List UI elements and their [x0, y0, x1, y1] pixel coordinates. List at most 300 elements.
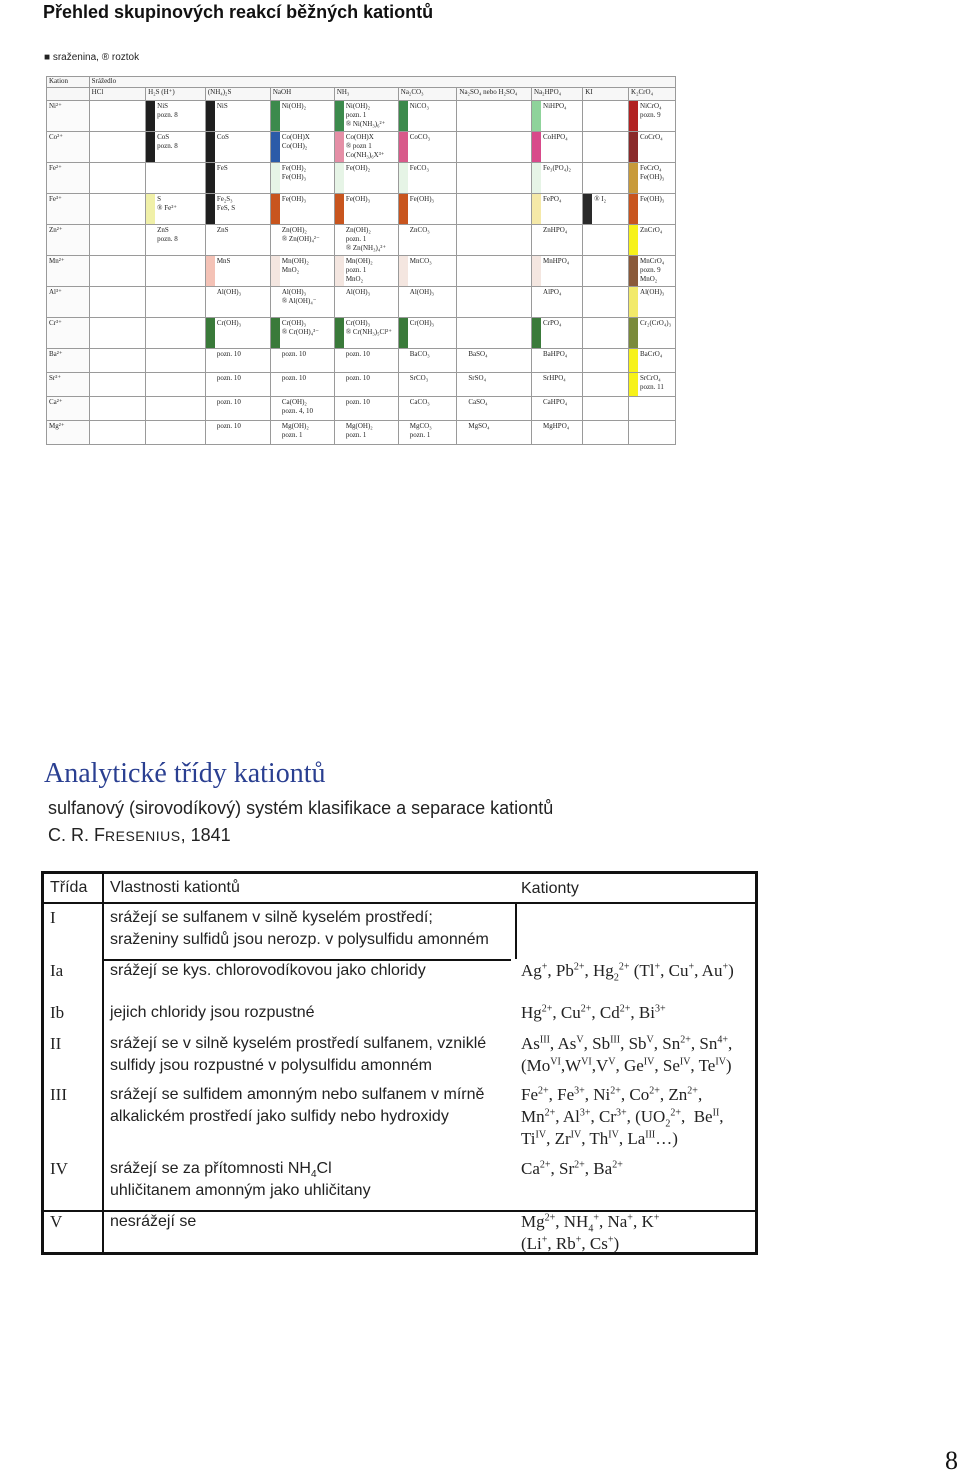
cell-text — [592, 373, 596, 396]
cell-text: MnS — [216, 257, 231, 265]
cell-text: Co(OH)X Co(OH)₂ — [281, 133, 310, 150]
color-swatch — [206, 349, 215, 372]
column-header: NH₃ — [334, 88, 398, 101]
cell-text: BaCO₃ — [409, 350, 430, 358]
cell-text: Mg(OH)₂ pozn. 1 — [345, 422, 373, 439]
color-swatch — [146, 194, 155, 224]
color-swatch — [271, 349, 280, 372]
cell-text — [155, 287, 159, 317]
cations-III: $Fe^{2+}$, $Fe^{3+}$, $Ni^{2+}$, $Co^{2+}$, $Zn^{2+}$, $Mn^{2+}$, $Al^{3+}$, $Cr^{3+}$, ($UO_2^{2+}$, $Be^{II}$, $Ti^{IV}$, $Zr^{IV}$, $Th^{IV}$, $La^{III}\dots$) — [521, 1085, 724, 1148]
table-cell — [398, 132, 457, 163]
author-year: , 1841 — [180, 825, 231, 845]
color-swatch — [629, 101, 638, 131]
classes-table — [41, 871, 758, 1255]
table-cell — [398, 225, 457, 256]
table-cell — [205, 225, 270, 256]
table-cell — [334, 256, 398, 287]
table-cell — [334, 194, 398, 225]
cell-text: CoCrO₄ — [640, 133, 663, 141]
color-swatch — [457, 225, 466, 255]
table-cell — [398, 287, 457, 318]
cell-text: pozn. 10 — [281, 374, 306, 382]
cell-text: Fe(OH)₃ — [345, 195, 371, 203]
cell-text — [99, 163, 103, 193]
cell-text: CaCO₃ — [409, 398, 430, 406]
cell-text: pozn. 10 — [216, 398, 241, 406]
table-cell — [629, 101, 676, 132]
table-cell — [583, 194, 629, 225]
cell-text — [99, 421, 103, 444]
color-swatch — [206, 421, 215, 444]
color-swatch — [583, 421, 592, 444]
props-III: srážejí se sulfidem amonným nebo sulfanem v mírně alkalickém prostředí jako sulfidy nebo hydroxidy — [110, 1086, 485, 1125]
table-cell — [629, 163, 676, 194]
cell-text — [99, 132, 103, 162]
table-cell — [583, 373, 629, 397]
cell-text — [592, 397, 596, 420]
table-cell — [334, 349, 398, 373]
color-swatch — [206, 194, 215, 224]
color-swatch — [583, 373, 592, 396]
cell-text: ZnHPO₄ — [543, 226, 568, 234]
table-cell — [270, 349, 334, 373]
table-row — [47, 132, 676, 163]
cell-text — [466, 163, 470, 193]
color-swatch — [146, 256, 155, 286]
cell-text: Mg(OH)₂ pozn. 1 — [281, 422, 309, 439]
cell-text: MgSO₄ — [468, 422, 490, 430]
cell-text — [466, 287, 470, 317]
color-swatch — [90, 421, 99, 444]
author-line — [48, 825, 231, 846]
cell-text — [155, 318, 159, 348]
table-cell — [334, 421, 398, 445]
table-cell — [457, 318, 532, 349]
props-IV — [110, 1158, 371, 1202]
cell-text — [99, 397, 103, 420]
color-swatch — [271, 287, 280, 317]
color-swatch — [457, 397, 466, 420]
cell-text: Fe₃(PO₄)₂ — [543, 164, 571, 172]
table-cell — [629, 421, 676, 445]
color-swatch — [583, 163, 592, 193]
props-Ib: jejich chloridy jsou rozpustné — [110, 1004, 315, 1021]
author-initials: C. R. F — [48, 825, 105, 845]
color-swatch — [335, 349, 344, 372]
color-swatch — [335, 101, 344, 131]
cell-text — [99, 256, 103, 286]
header-properties: Vlastnosti kationtů — [110, 879, 240, 896]
cell-text: CaSO₄ — [468, 398, 488, 406]
table-cell — [89, 349, 146, 373]
class-V: V — [50, 1212, 63, 1231]
table-cell — [89, 194, 146, 225]
color-swatch — [583, 349, 592, 372]
table-cell — [583, 397, 629, 421]
cation-label: Ba²⁺ — [47, 349, 90, 373]
table-cell — [205, 194, 270, 225]
color-swatch — [399, 373, 408, 396]
author-rest: RESENIUS — [105, 828, 181, 844]
cell-text: FePO₄ — [543, 195, 562, 203]
table-cell — [146, 397, 206, 421]
cell-text: Cr(OH)₃ — [216, 319, 242, 327]
cell-text: ZnCrO₄ — [640, 226, 663, 234]
cell-text: Zn(OH)₂ ® Zn(OH)₄²⁻ — [281, 226, 320, 243]
table-row — [47, 318, 676, 349]
color-swatch — [90, 101, 99, 131]
cell-text: AlPO₄ — [543, 288, 562, 296]
color-swatch — [271, 194, 280, 224]
table-cell — [146, 318, 206, 349]
cell-text: Al(OH)₃ ® Al(OH)₄⁻ — [281, 288, 317, 305]
cell-text: Mn(OH)₂ pozn. 1 MnO₂ — [345, 257, 373, 283]
cell-text: NiS pozn. 8 — [157, 102, 178, 119]
table-cell — [89, 132, 146, 163]
cell-text: pozn. 10 — [216, 374, 241, 382]
cell-text: BaSO₄ — [468, 350, 488, 358]
cations-II: $As^{III}$, $As^V$, $Sb^{III}$, $Sb^V$, $Sn^{2+}$, $Sn^{4+}$, ($Mo^{VI},W^{VI},V^V$, $Ge^{IV}$, $Se^{IV}$, $Te^{IV}$) — [521, 1034, 733, 1075]
color-swatch — [532, 318, 541, 348]
cell-text: SrCO₃ — [409, 374, 429, 382]
cell-text: Al(OH)₃ — [345, 288, 371, 296]
cations-V: $Mg^{2+}$, $NH_4^+$, Na+, K+ (Li+, Rb+, Cs+) — [521, 1212, 660, 1253]
cell-text: Mn(OH)₂ MnO₂ — [281, 257, 309, 274]
table-row — [47, 397, 676, 421]
cell-text — [99, 287, 103, 317]
cation-label: Zn²⁺ — [47, 225, 90, 256]
cell-text: Fe₂S₃ FeS, S — [216, 195, 236, 212]
table-cell — [146, 101, 206, 132]
column-header: HCl — [89, 88, 146, 101]
cell-text: MnCrO₄ pozn. 9 MnO₂ — [640, 257, 665, 283]
cell-text: Ni(OH)₂ — [281, 102, 307, 110]
cell-text — [592, 225, 596, 255]
cell-text: SrHPO₄ — [543, 374, 566, 382]
table-cell — [398, 194, 457, 225]
table-cell — [532, 194, 583, 225]
table-cell — [583, 421, 629, 445]
cell-text: NiCO₃ — [409, 102, 429, 110]
table-cell — [532, 349, 583, 373]
color-swatch — [271, 225, 280, 255]
cell-text: pozn. 10 — [216, 422, 241, 430]
color-swatch — [583, 318, 592, 348]
color-swatch — [146, 349, 155, 372]
cell-text: ZnS pozn. 8 — [157, 226, 178, 243]
cell-text — [592, 318, 596, 348]
color-swatch — [457, 101, 466, 131]
table-cell — [583, 318, 629, 349]
color-swatch — [146, 421, 155, 444]
table-cell — [146, 287, 206, 318]
cell-text: pozn. 10 — [345, 398, 370, 406]
color-swatch — [399, 318, 408, 348]
table-cell — [205, 373, 270, 397]
table-cell — [146, 256, 206, 287]
color-swatch — [206, 163, 215, 193]
table-cell — [457, 132, 532, 163]
table-cell — [583, 132, 629, 163]
cell-text: Fe(OH)₂ — [345, 164, 371, 172]
table-cell — [398, 256, 457, 287]
color-swatch — [629, 397, 638, 420]
cations-divider — [515, 902, 517, 959]
table-cell — [532, 225, 583, 256]
table-cell — [583, 225, 629, 256]
table-cell — [532, 256, 583, 287]
cell-text — [638, 397, 642, 420]
table-cell — [457, 163, 532, 194]
color-swatch — [532, 132, 541, 162]
table-cell — [205, 318, 270, 349]
table-cell — [398, 349, 457, 373]
color-swatch — [90, 287, 99, 317]
color-swatch — [532, 373, 541, 396]
color-swatch — [629, 163, 638, 193]
color-swatch — [206, 397, 215, 420]
column-header: H₂S (H⁺) — [146, 88, 206, 101]
table-row — [47, 256, 676, 287]
cell-text: Fe(OH)₃ — [640, 195, 665, 203]
color-swatch — [206, 132, 215, 162]
cation-label: Mg²⁺ — [47, 421, 90, 445]
color-swatch — [90, 397, 99, 420]
cell-text — [592, 163, 596, 193]
color-swatch — [583, 397, 592, 420]
table-cell — [398, 373, 457, 397]
color-swatch — [335, 318, 344, 348]
table-row — [47, 163, 676, 194]
table-cell — [532, 318, 583, 349]
cell-text — [155, 373, 159, 396]
table-cell — [532, 163, 583, 194]
cell-text: CoHPO₄ — [543, 133, 568, 141]
table-cell — [398, 318, 457, 349]
table-cell — [89, 225, 146, 256]
cell-text: NiS — [216, 102, 228, 110]
color-swatch — [146, 132, 155, 162]
table-cell — [457, 101, 532, 132]
color-swatch — [335, 397, 344, 420]
table-cell — [457, 349, 532, 373]
table-cell — [89, 163, 146, 194]
table-cell — [629, 225, 676, 256]
color-swatch — [146, 101, 155, 131]
cell-text — [592, 132, 596, 162]
cell-text — [155, 256, 159, 286]
color-swatch — [629, 421, 638, 444]
page-title: Přehled skupinových reakcí běžných kationtů — [43, 2, 434, 22]
header-cations: Kationty — [521, 880, 579, 897]
table-cell — [270, 163, 334, 194]
color-swatch — [629, 318, 638, 348]
cations-Ia: Ag+, $Pb^{2+}$, $Hg_2^{2+}$ (Tl+, Cu+, Au+) — [521, 961, 734, 984]
table-cell — [270, 225, 334, 256]
cell-text: ZnCO₃ — [409, 226, 430, 234]
cell-text: FeCO₃ — [409, 164, 429, 172]
color-swatch — [457, 349, 466, 372]
cell-text — [466, 101, 470, 131]
color-swatch — [629, 373, 638, 396]
column-header: NaOH — [270, 88, 334, 101]
color-swatch — [206, 256, 215, 286]
table-cell — [89, 101, 146, 132]
cell-text — [99, 318, 103, 348]
cell-text — [99, 225, 103, 255]
table-cell — [532, 397, 583, 421]
cell-text: Cr(OH)₃ ® Cr(NH₃)₅Cl²⁺ — [345, 319, 392, 336]
cell-text — [155, 349, 159, 372]
color-swatch — [271, 373, 280, 396]
cell-text: Al(OH)₃ — [640, 288, 665, 296]
color-swatch — [146, 163, 155, 193]
color-swatch — [583, 287, 592, 317]
table-cell — [334, 132, 398, 163]
table-cell — [146, 194, 206, 225]
table-cell — [334, 373, 398, 397]
cell-text: FeS — [216, 164, 228, 172]
color-swatch — [583, 256, 592, 286]
props-IV-a: srážejí se za přítomnosti NH — [110, 1160, 311, 1177]
section-subtitle: sulfanový (sirovodíkový) systém klasifikace a separace kationtů — [48, 798, 554, 818]
color-swatch — [457, 194, 466, 224]
table-cell — [146, 132, 206, 163]
class-Ia: Ia — [50, 961, 64, 980]
color-swatch — [271, 163, 280, 193]
cell-text: ® I₂ — [594, 195, 607, 203]
cation-label: Mn²⁺ — [47, 256, 90, 287]
table-cell — [146, 349, 206, 373]
color-swatch — [146, 287, 155, 317]
table-cell — [334, 163, 398, 194]
color-swatch — [206, 101, 215, 131]
cell-text — [592, 101, 596, 131]
color-swatch — [335, 194, 344, 224]
table-cell — [629, 318, 676, 349]
table-row — [47, 225, 676, 256]
cell-text: Al(OH)₃ — [409, 288, 434, 296]
table-cell — [334, 397, 398, 421]
color-swatch — [629, 256, 638, 286]
color-swatch — [335, 373, 344, 396]
column-header: (NH₄)₂S — [205, 88, 270, 101]
cell-text — [99, 101, 103, 131]
table-row — [47, 287, 676, 318]
cell-text — [592, 421, 596, 444]
table-row — [47, 194, 676, 225]
table-cell — [205, 421, 270, 445]
table-cell — [532, 421, 583, 445]
color-swatch — [532, 225, 541, 255]
table-row — [47, 349, 676, 373]
table-row — [47, 421, 676, 445]
column-divider — [102, 874, 104, 1252]
color-swatch — [399, 287, 408, 317]
cell-text: BaCrO₄ — [640, 350, 663, 358]
cell-text — [99, 194, 103, 224]
table-cell — [457, 397, 532, 421]
table-cell — [146, 163, 206, 194]
table-cell — [205, 163, 270, 194]
table-cell — [270, 421, 334, 445]
color-swatch — [399, 163, 408, 193]
color-swatch — [271, 318, 280, 348]
table-cell — [270, 287, 334, 318]
table-cell — [398, 101, 457, 132]
color-swatch — [629, 225, 638, 255]
color-swatch — [335, 256, 344, 286]
table-cell — [532, 373, 583, 397]
header-srazedlo: Srážedlo — [89, 77, 675, 88]
table-cell — [457, 256, 532, 287]
class-II: II — [50, 1034, 62, 1053]
table-cell — [629, 373, 676, 397]
cell-text: MgHPO₄ — [543, 422, 570, 430]
color-swatch — [146, 225, 155, 255]
color-swatch — [629, 349, 638, 372]
table-cell — [457, 373, 532, 397]
color-swatch — [532, 421, 541, 444]
column-header: KI — [583, 88, 629, 101]
color-swatch — [206, 225, 215, 255]
color-swatch — [335, 163, 344, 193]
color-swatch — [399, 421, 408, 444]
color-swatch — [90, 163, 99, 193]
cell-text: CoS pozn. 8 — [157, 133, 178, 150]
cation-label: Fe³⁺ — [47, 194, 90, 225]
cation-label: Al³⁺ — [47, 287, 90, 318]
table-cell — [532, 132, 583, 163]
cation-label: Ni²⁺ — [47, 101, 90, 132]
cell-text: MgCO₃ pozn. 1 — [409, 422, 432, 439]
column-header: K₂CrO₄ — [629, 88, 676, 101]
color-swatch — [583, 194, 592, 224]
table-cell — [205, 397, 270, 421]
color-swatch — [90, 373, 99, 396]
table-cell — [205, 349, 270, 373]
cell-text — [99, 373, 103, 396]
cation-label: Fe²⁺ — [47, 163, 90, 194]
page-number: 8 — [945, 1446, 958, 1475]
color-swatch — [583, 225, 592, 255]
header-divider — [44, 902, 755, 904]
table-cell — [583, 287, 629, 318]
color-swatch — [90, 318, 99, 348]
color-swatch — [457, 163, 466, 193]
color-swatch — [271, 132, 280, 162]
color-swatch — [146, 373, 155, 396]
color-swatch — [532, 287, 541, 317]
cell-text: SrCrO₄ pozn. 11 — [640, 374, 664, 391]
cell-text — [99, 349, 103, 372]
color-swatch — [399, 256, 408, 286]
cation-label: Sr²⁺ — [47, 373, 90, 397]
class-III: III — [50, 1085, 67, 1104]
color-swatch — [583, 132, 592, 162]
cell-text: Cr₂(CrO₄)₃ — [640, 319, 672, 327]
table-cell — [457, 194, 532, 225]
cell-text: Ni(OH)₂ pozn. 1 ® Ni(NH₃)₆²⁺ — [345, 102, 386, 128]
cell-text: NiHPO₄ — [543, 102, 567, 110]
cell-text: BaHPO₄ — [543, 350, 568, 358]
props-Ia: srážejí se kys. chlorovodíkovou jako chloridy — [110, 962, 426, 979]
table-cell — [270, 397, 334, 421]
column-header: Na₂SO₄ nebo H₂SO₄ — [457, 88, 532, 101]
header-class: Třída — [50, 879, 88, 896]
cation-label: Co²⁺ — [47, 132, 90, 163]
cell-text: Ca(OH)₂ pozn. 4, 10 — [281, 398, 313, 415]
